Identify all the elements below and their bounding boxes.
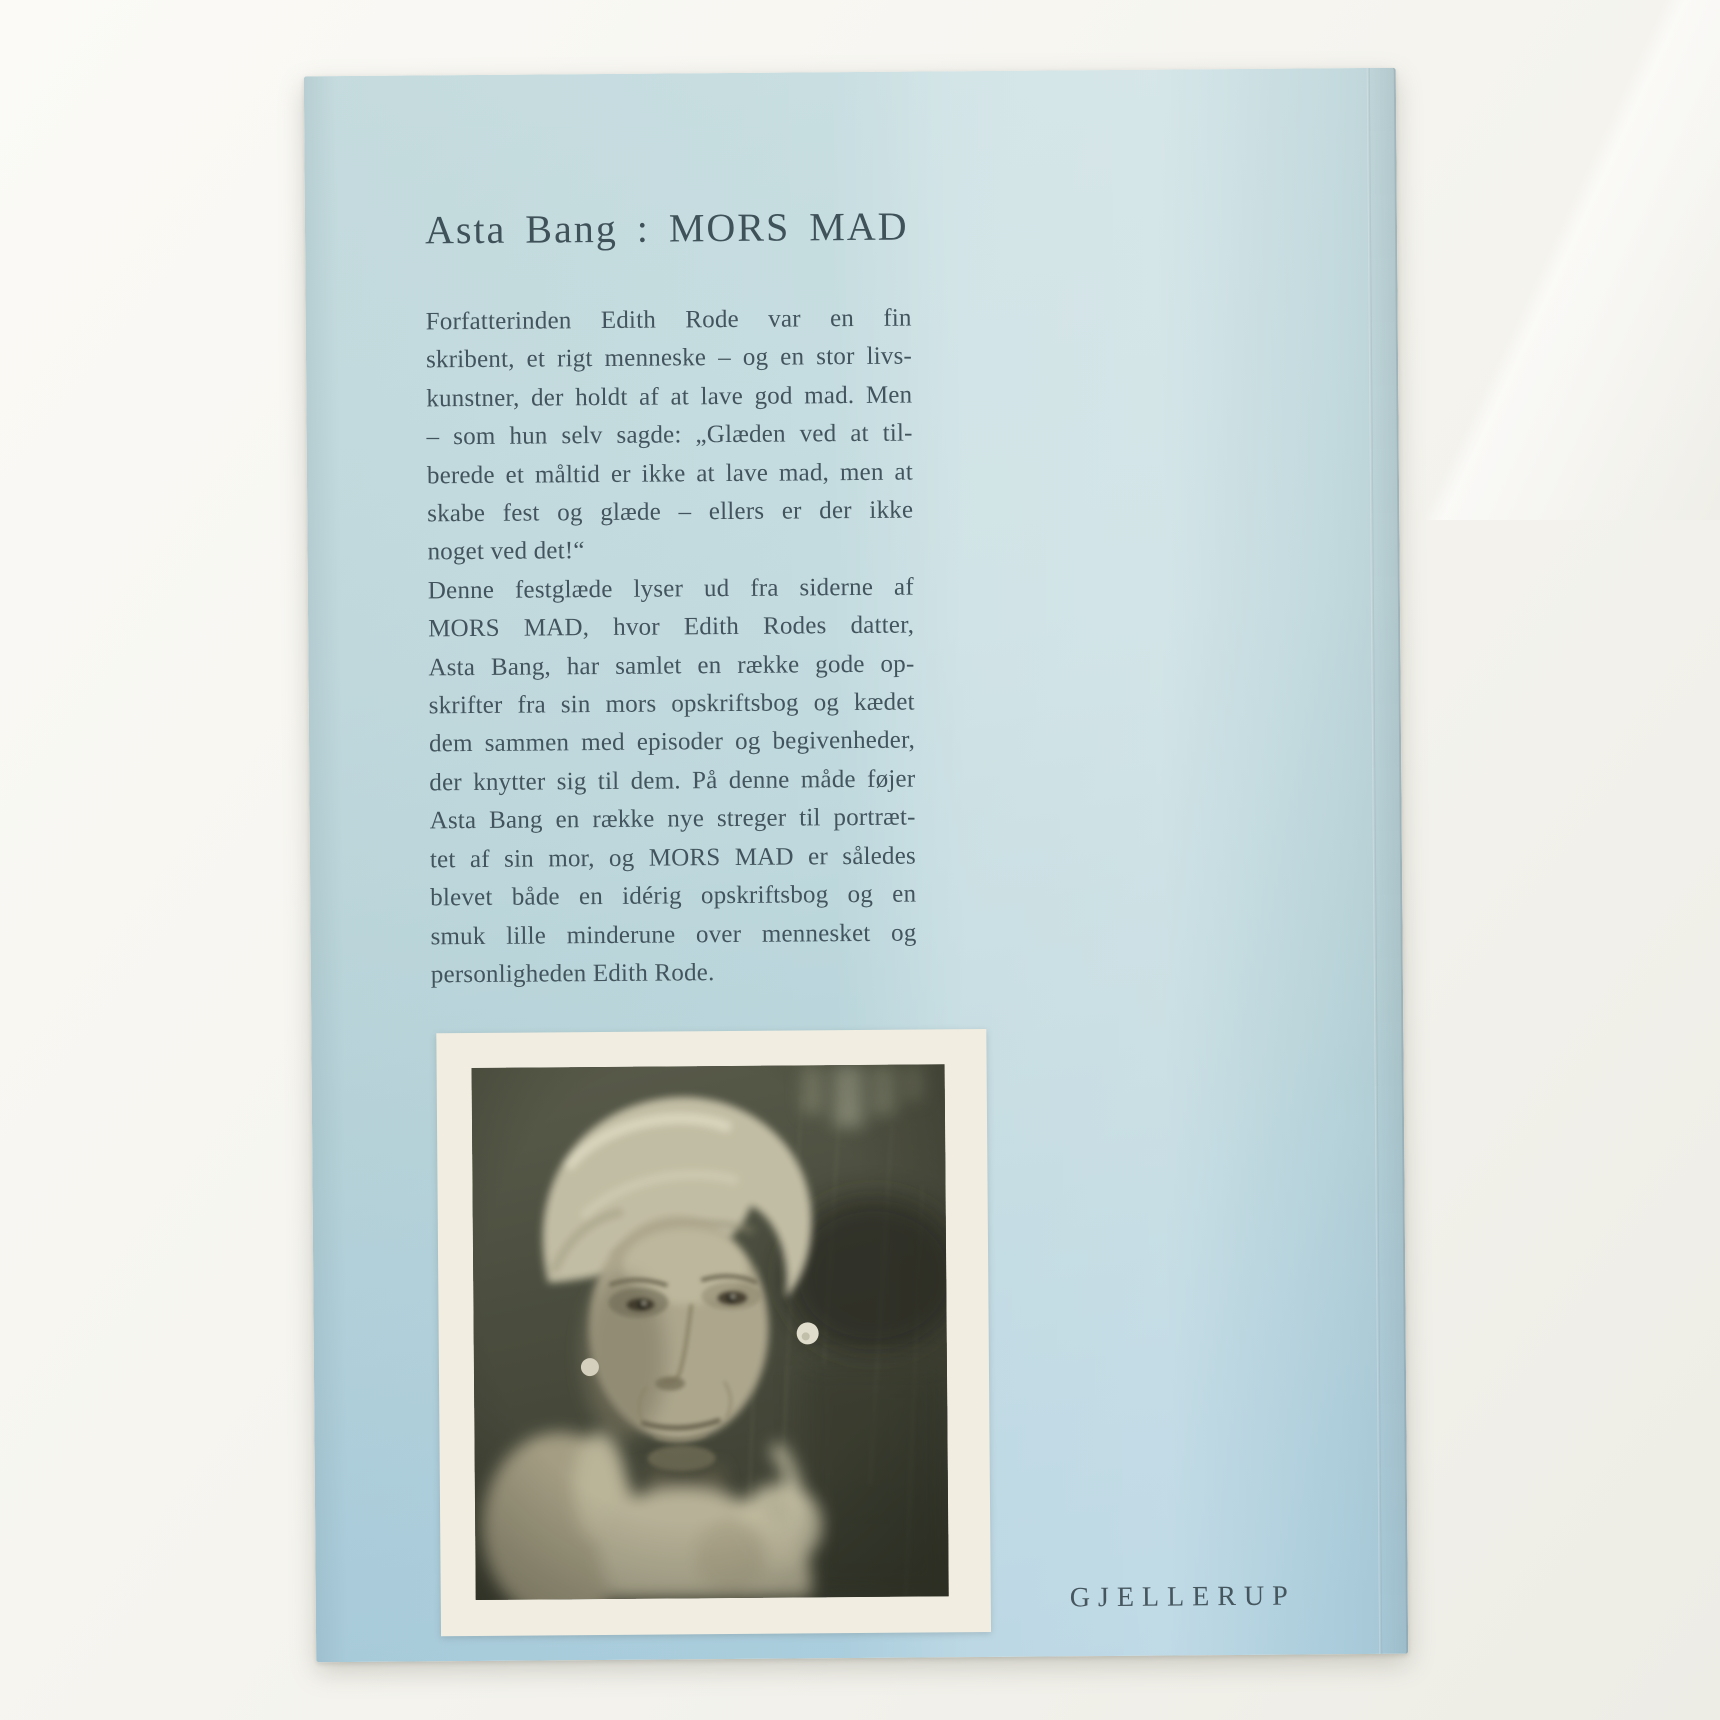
book-title: Asta Bang : MORS MAD bbox=[424, 203, 909, 253]
blurb-line: skabe fest og glæde – ellers er der ikke bbox=[427, 496, 914, 528]
blurb-line: MORS MAD, hvor Edith Rodes datter, bbox=[428, 611, 915, 643]
blurb-line: skribent, et rigt menneske – og en stor livs- bbox=[425, 342, 913, 374]
blurb-line: skrifter fra sin mors opskriftsbog og kædet bbox=[428, 688, 915, 720]
blurb-line: berede et måltid er ikke at lave mad, men at bbox=[426, 458, 914, 489]
blurb-line: Denne festglæde lyser ud fra siderne af bbox=[427, 573, 914, 605]
blurb-line: Asta Bang en række nye streger til portræt- bbox=[429, 803, 916, 835]
blurb-line: – som hun selv sagde: „Glæden ved at til- bbox=[426, 419, 913, 451]
blurb-line: dem sammen med episoder og begivenheder, bbox=[428, 727, 916, 758]
blurb-line: Asta Bang, har samlet en række gode op- bbox=[428, 650, 915, 682]
photo-tone-overlay bbox=[472, 1064, 949, 1600]
blurb-line: der knytter sig til dem. På denne måde føjer bbox=[429, 765, 916, 797]
portrait-photo-frame bbox=[436, 1029, 991, 1636]
blurb-line: smuk lille minderune over mennesket og bbox=[430, 919, 917, 950]
blurb-line: Forfatterinden Edith Rode var en fin bbox=[425, 304, 912, 336]
blurb-line: blevet både en idérig opskriftsbog og en bbox=[430, 880, 917, 912]
edith-rode-portrait-illustration bbox=[472, 1064, 949, 1600]
book-back-cover bbox=[304, 68, 1408, 1663]
blurb-line: personligheden Edith Rode. bbox=[430, 959, 715, 989]
blurb-line: tet af sin mor, og MORS MAD er således bbox=[429, 842, 917, 874]
spine-crease bbox=[1367, 68, 1382, 1654]
book-blurb bbox=[426, 300, 917, 995]
portrait-photo bbox=[472, 1064, 949, 1600]
blurb-line: kunstner, der holdt af at lave god mad. Men bbox=[426, 381, 913, 413]
blurb-line: noget ved det!“ bbox=[427, 537, 585, 566]
publisher-logotype: GJELLERUP bbox=[1069, 1580, 1296, 1614]
